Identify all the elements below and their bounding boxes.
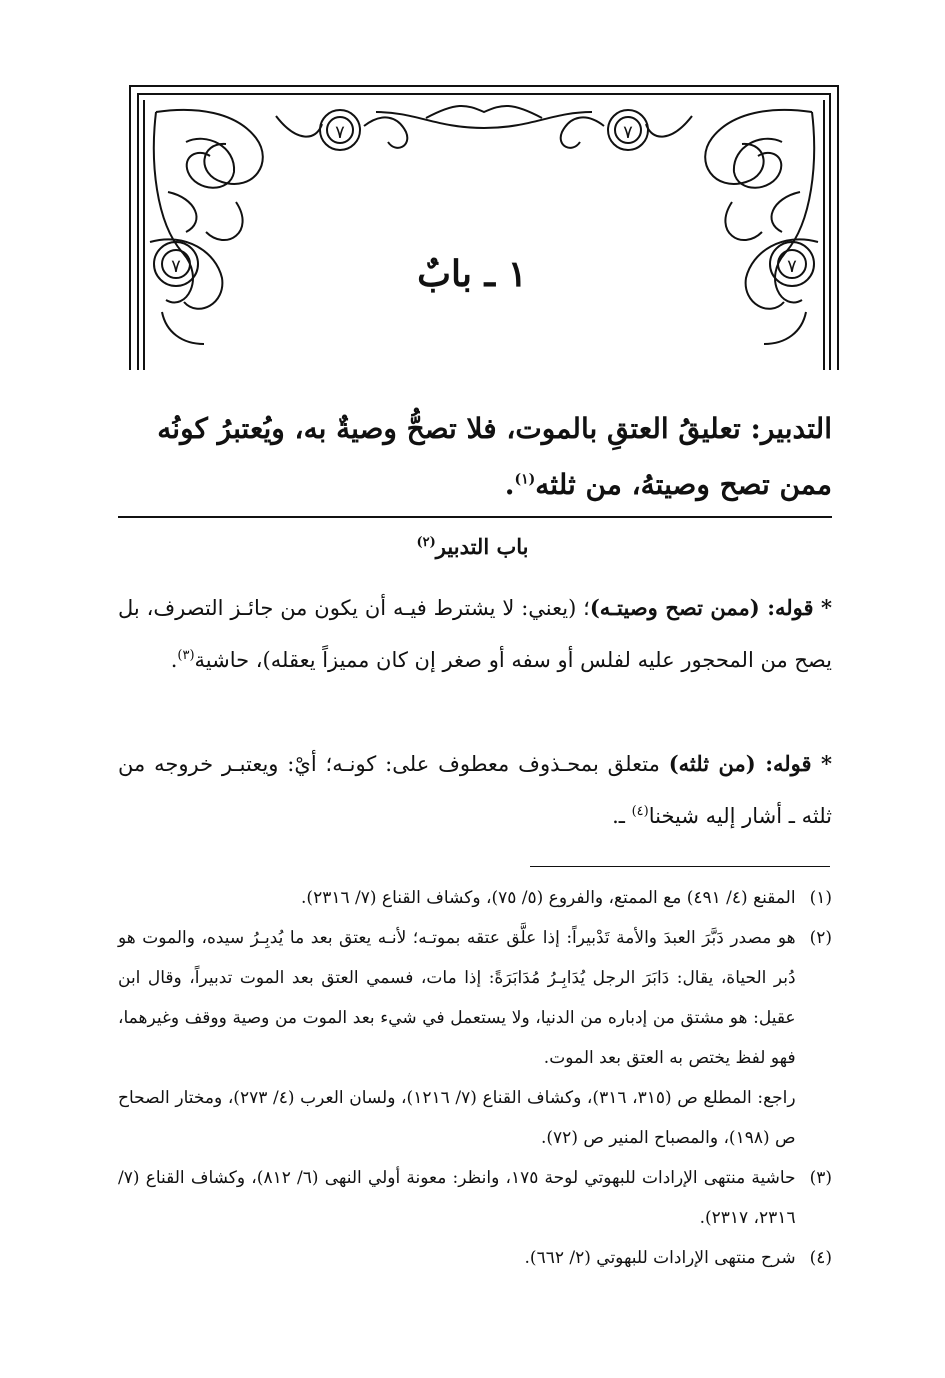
footnote-ref-2[interactable]: (٢) (416, 535, 436, 550)
chapter-title: ١ ـ بابٌ (417, 253, 527, 295)
footnote-number: (٤) (809, 1248, 832, 1268)
commentary-lead-1: * قوله: (ممن تصح وصيتـه) (589, 595, 832, 620)
commentary-lead-2: * قوله: (من ثلثه) (668, 751, 832, 776)
ornamental-frame (126, 82, 842, 370)
commentary-text-2: متعلق بمحـذوف معطوف على: كونـه؛ أيْ: ويعتبـر خروجه من ثلثه ـ أشار إليه شيخنا (118, 752, 832, 828)
section-title (0, 534, 945, 559)
footnote-ref-4[interactable]: (٤) (631, 804, 649, 819)
svg-text:٧: ٧ (787, 256, 797, 277)
footnote-item (118, 1158, 832, 1238)
commentary-paragraph-2 (118, 740, 832, 840)
section-divider (118, 516, 832, 518)
footnote-number: (٢) (809, 928, 832, 948)
footnote-text: شرح منتهى الإرادات للبهوتي (٢/ ٦٦٢). (524, 1248, 796, 1268)
commentary-paragraph-1 (118, 584, 832, 684)
footnote-text: المقنع (٤/ ٤٩١) مع الممتع، والفروع (٥/ ٧٥)، وكشاف القناع (٧/ ٢٣١٦). (301, 888, 796, 908)
svg-text:٧: ٧ (335, 122, 345, 143)
matn-line-2 (505, 468, 832, 501)
footnote-item (118, 918, 832, 1158)
matn-line-2-end: . (504, 468, 515, 501)
svg-text:٧: ٧ (623, 122, 633, 143)
matn-line-1: التدبير: تعليقُ العتقِ بالموت، فلا تصحُّ وصيةٌ به، ويُعتبرُ كونُه (157, 412, 832, 445)
footnotes (118, 878, 832, 1278)
commentary-end-2: ـ. (612, 804, 632, 828)
footnote-number: (١) (809, 888, 832, 908)
footnote-references: راجع: المطلع ص (٣١٥، ٣١٦)، وكشاف القناع (٧/ ١٢١٦)، ولسان العرب (٤/ ٢٧٣)، ومختار الصحاح ص (١٩٨)، والمصباح المنير ص (٧٢). (118, 1088, 796, 1148)
footnote-number: (٣) (809, 1168, 832, 1188)
footnote-text: حاشية منتهى الإرادات للبهوتي لوحة ١٧٥، وانظر: معونة أولي النهى (٦/ ٨١٢)، وكشاف القناع (٧/ ٢٣١٦، ٢٣١٧). (118, 1168, 796, 1228)
matn-line-2-text: ممن تصح وصيتهُ، من ثلثه (535, 468, 832, 501)
svg-text:٧: ٧ (171, 256, 181, 277)
footnote-ref-1[interactable]: (١) (514, 471, 536, 488)
footnote-text: هو مصدر دَبَّرَ العبدَ والأمة تَدْبيراً: إذا علَّق عتقه بموتـه؛ لأنـه يعتق بعد ما يُدبِـرُ سيده، والموت هو دُبر الحياة، يقال: دَابَرَ الرجل يُدَابِـرُ مُدَابَرَةً: إذا مات، فسمي العتق بعد الموت تدبيراً، وقال ابن عقيل: هو مشتق من إدباره من الدنيا، ولا يستعمل في شيء بعد الموت من وصية ووقف وغيرهما، فهو لفظ يختص به العتق بعد الموت. (118, 928, 796, 1068)
footnote-ref-3[interactable]: (٣) (177, 648, 195, 663)
section-title-text: باب التدبير (435, 534, 529, 559)
arabesque-ornament-icon (126, 82, 842, 370)
footnote-divider (530, 866, 830, 867)
footnote-item (118, 1238, 832, 1278)
footnote-item (118, 878, 832, 918)
commentary-end-1: . (170, 648, 178, 672)
footnote-body (118, 918, 796, 1158)
commentary-text-1: ؛ (يعني: لا يشترط فيـه أن يكون من جائـز التصرف، بل يصح من المحجور عليه لفلس أو سفه أو صغر إن كان مميزاً يعقله)، حاشية (118, 596, 832, 672)
